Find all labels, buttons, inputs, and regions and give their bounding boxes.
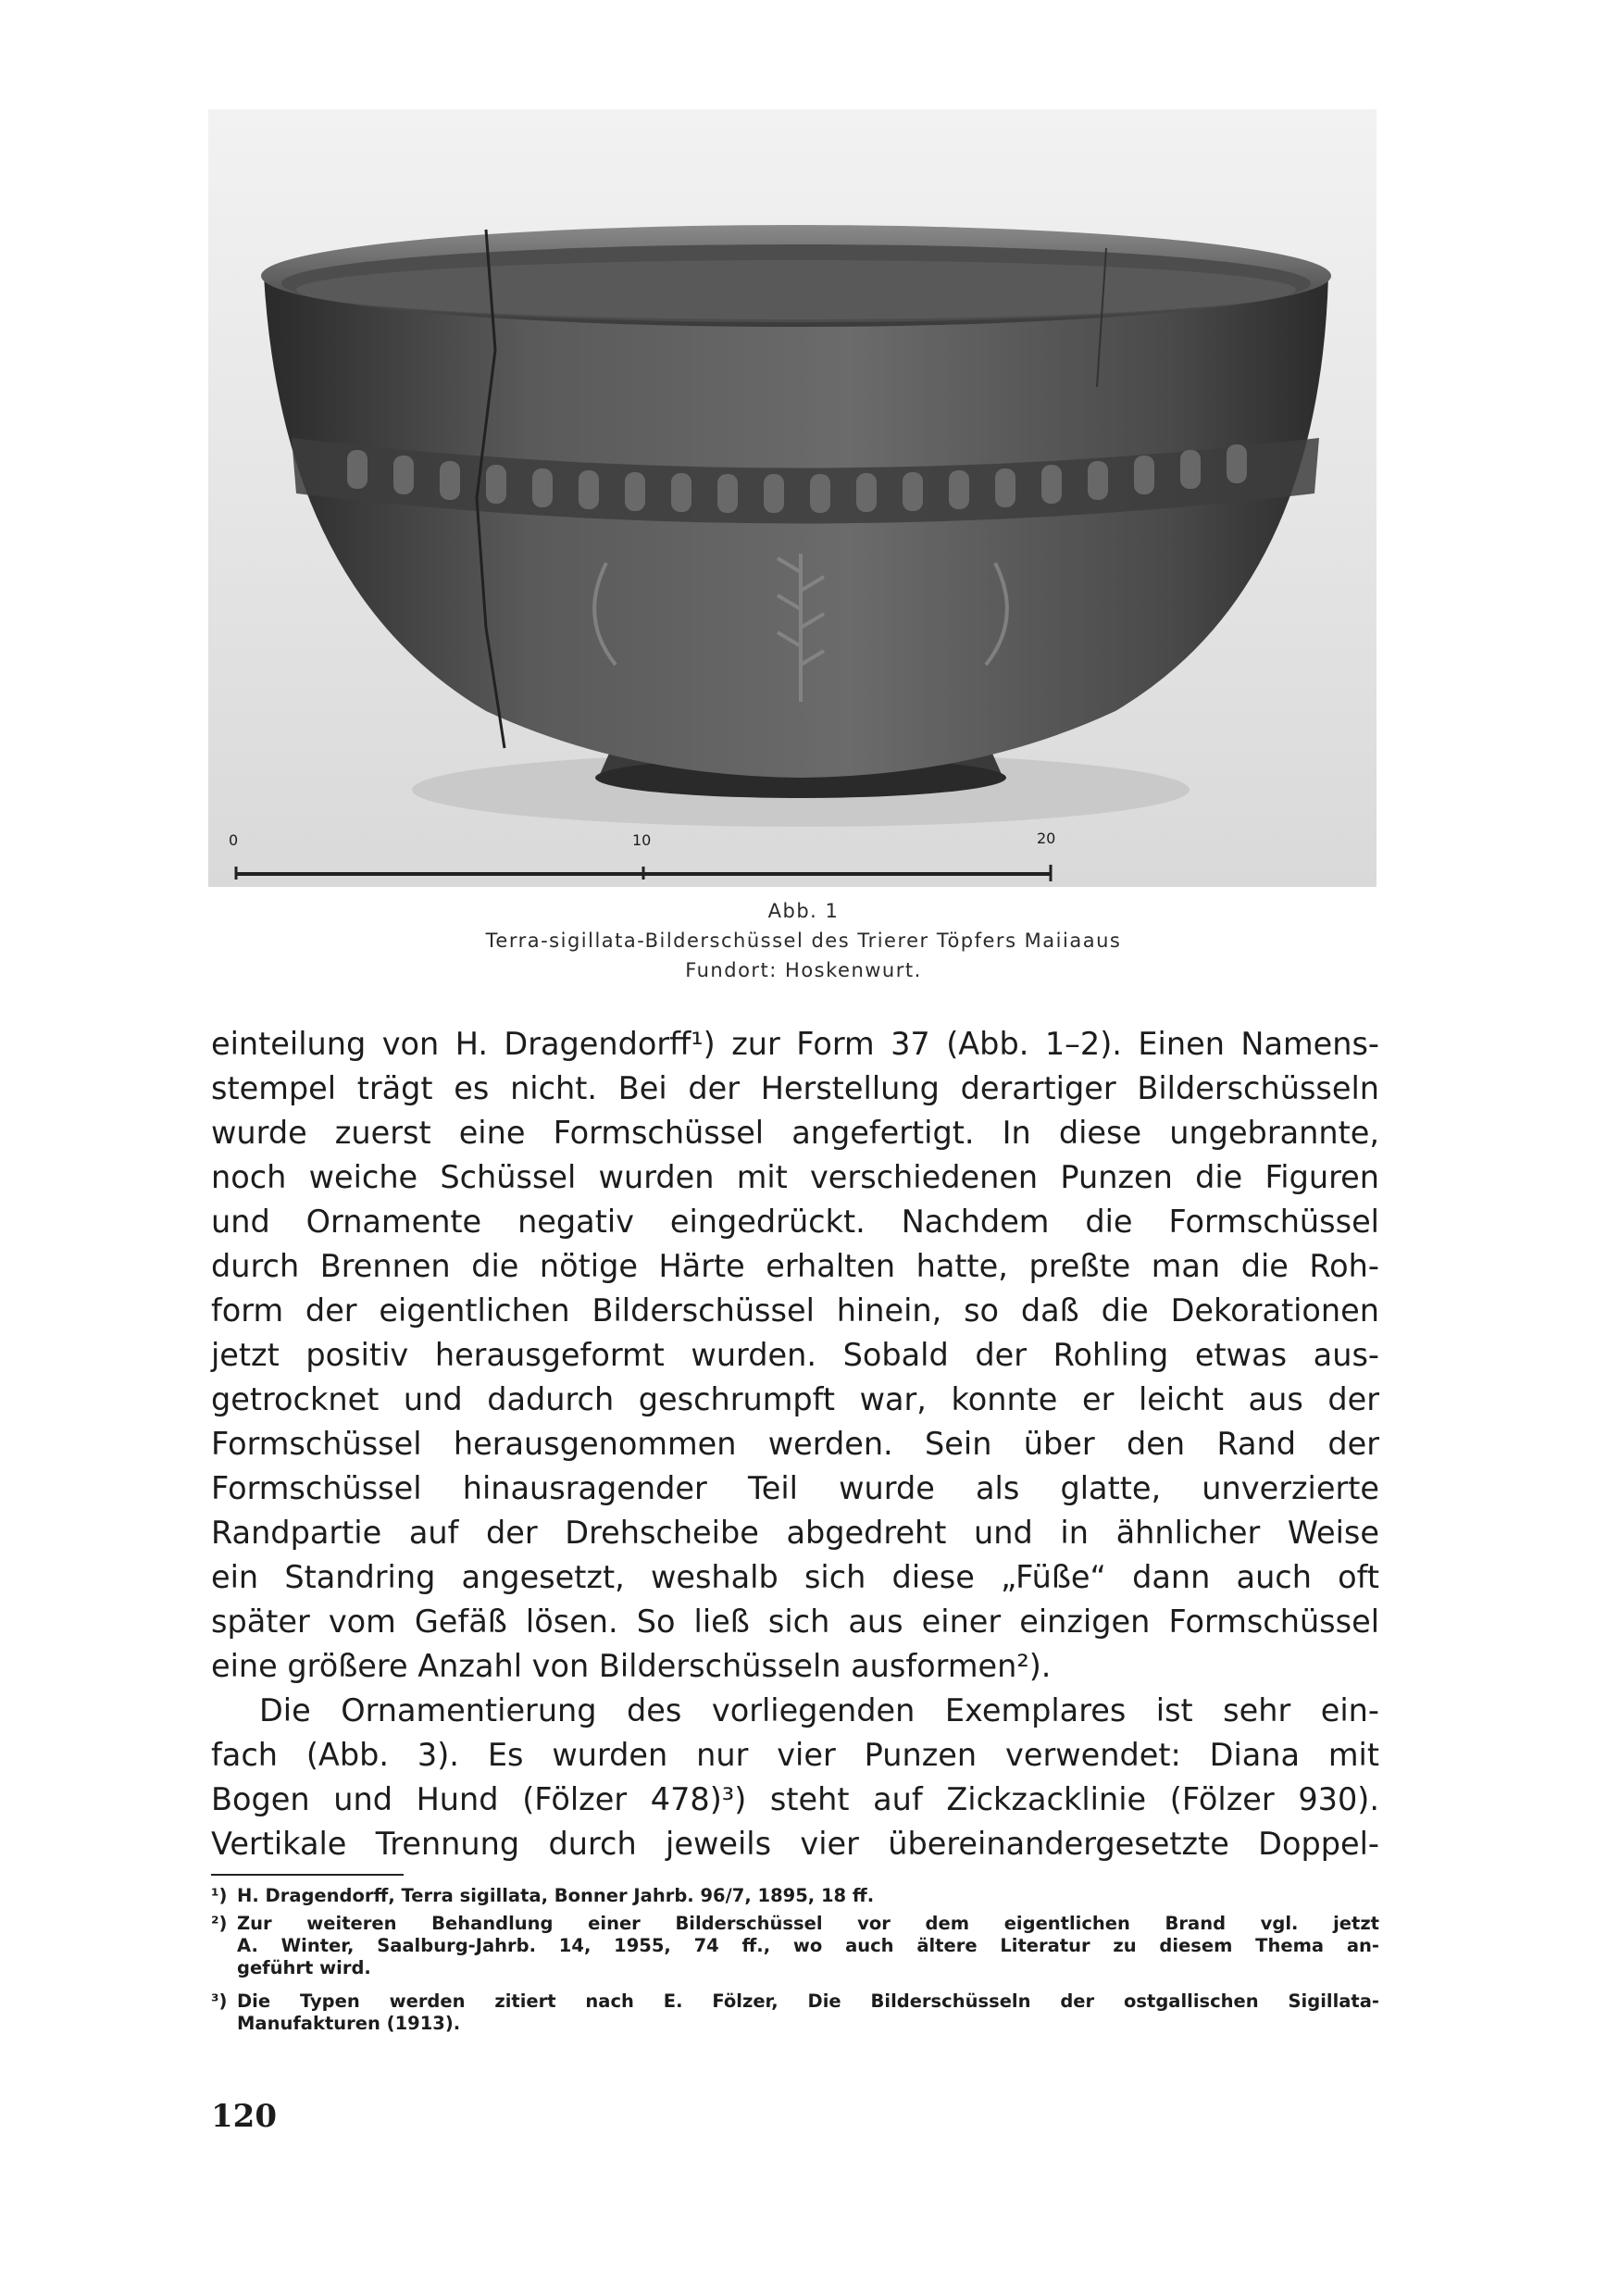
figure-caption-findspot: Fundort: Hoskenwurt. bbox=[685, 959, 922, 981]
scale-label-10: 10 bbox=[632, 831, 652, 849]
scale-label-0: 0 bbox=[229, 831, 239, 849]
footnote-marker: ³) bbox=[211, 1990, 228, 2012]
footnote-text: H. Dragendorff, Terra sigillata, Bonner Jahrb. 96/7, 1895, 18 ff. bbox=[237, 1885, 875, 1906]
body-line: wurde zuerst eine Formschüssel angefertigt. In diese ungebrannte, bbox=[211, 1115, 1379, 1151]
body-line: jetzt positiv herausgeformt wurden. Sobald der Rohling etwas aus- bbox=[211, 1337, 1379, 1373]
footnote-text: Zur weiteren Behandlung einer Bilderschüssel vor dem eigentlichen Brand vgl. jetzt bbox=[237, 1913, 1379, 1934]
body-line: und Ornamente negativ eingedrückt. Nachdem die Formschüssel bbox=[211, 1204, 1379, 1240]
figure-caption-title: Terra-sigillata-Bilderschüssel des Trierer Töpfers Maiiaaus bbox=[485, 930, 1122, 952]
body-line: noch weiche Schüssel wurden mit verschiedenen Punzen die Figuren bbox=[211, 1159, 1379, 1195]
figure-photo bbox=[208, 109, 1377, 887]
page-number: 120 bbox=[211, 2098, 277, 2135]
body-line: ein Standring angesetzt, weshalb sich diese „Füße“ dann auch oft bbox=[211, 1559, 1379, 1595]
footnote-1 bbox=[211, 1885, 1379, 1906]
footnote-marker: ²) bbox=[211, 1913, 228, 1934]
body-line: stempel trägt es nicht. Bei der Herstellung derartiger Bilderschüsseln bbox=[211, 1070, 1379, 1106]
scale-label-20: 20 bbox=[1037, 830, 1056, 847]
footnote-3-continued: Manufakturen (1913). bbox=[237, 2013, 461, 2034]
body-line: Bogen und Hund (Fölzer 478)³) steht auf Zickzacklinie (Fölzer 930). bbox=[211, 1781, 1379, 1817]
body-line: Formschüssel herausgenommen werden. Sein über den Rand der bbox=[211, 1426, 1379, 1462]
figure-number: Abb. 1 bbox=[767, 900, 840, 922]
footnote-text: Die Typen werden zitiert nach E. Fölzer, Die Bilderschüsseln der ostgallischen Sigillata- bbox=[237, 1990, 1379, 2012]
footnote-3 bbox=[211, 1990, 1379, 2012]
body-line: form der eigentlichen Bilderschüssel hinein, so daß die Dekorationen bbox=[211, 1292, 1379, 1329]
footnote-rule bbox=[211, 1874, 404, 1876]
body-line: einteilung von H. Dragendorff¹) zur Form 37 (Abb. 1–2). Einen Namens- bbox=[211, 1026, 1379, 1062]
body-line: eine größere Anzahl von Bilderschüsseln ausformen²). bbox=[211, 1648, 1052, 1684]
body-line: Die Ornamentierung des vorliegenden Exemplares ist sehr ein- bbox=[259, 1692, 1379, 1728]
body-line: durch Brennen die nötige Härte erhalten hatte, preßte man die Roh- bbox=[211, 1248, 1379, 1284]
body-line: fach (Abb. 3). Es wurden nur vier Punzen verwendet: Diana mit bbox=[211, 1737, 1379, 1773]
body-line: getrocknet und dadurch geschrumpft war, konnte er leicht aus der bbox=[211, 1381, 1379, 1417]
footnote-2-continued: geführt wird. bbox=[237, 1957, 371, 1978]
bowl-photo-image bbox=[208, 109, 1377, 887]
body-line: Vertikale Trennung durch jeweils vier übereinandergesetzte Doppel- bbox=[211, 1826, 1379, 1862]
footnote-2-continued: A. Winter, Saalburg-Jahrb. 14, 1955, 74 ff., wo auch ältere Literatur zu diesem Thema an- bbox=[237, 1935, 1379, 1956]
footnote-marker: ¹) bbox=[211, 1885, 228, 1906]
body-line: Formschüssel hinausragender Teil wurde als glatte, unverzierte bbox=[211, 1470, 1379, 1506]
body-line: Randpartie auf der Drehscheibe abgedreht und in ähnlicher Weise bbox=[211, 1515, 1379, 1551]
body-line: später vom Gefäß lösen. So ließ sich aus einer einzigen Formschüssel bbox=[211, 1603, 1379, 1640]
footnote-2 bbox=[211, 1913, 1379, 1934]
